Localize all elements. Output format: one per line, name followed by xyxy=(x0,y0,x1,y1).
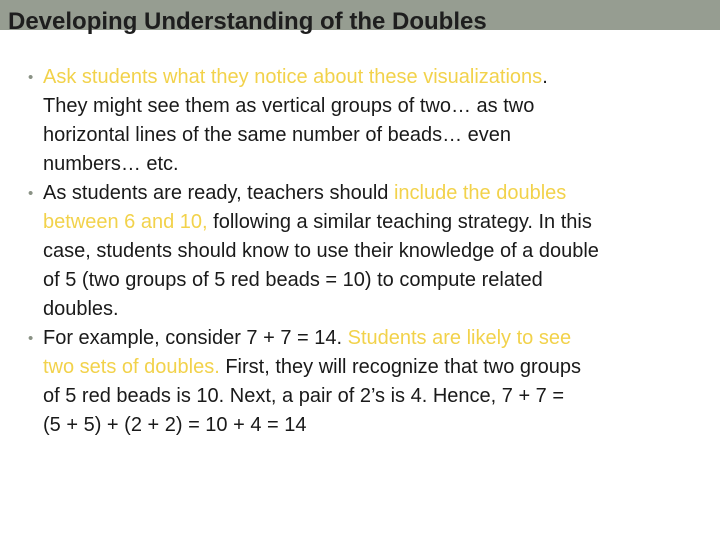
plain-text: . xyxy=(542,66,548,88)
plain-text: First, they will recognize that two groups xyxy=(219,356,582,378)
bullet-2-line-3: case, students should know to use their knowledge of a double xyxy=(43,240,599,262)
slide-body xyxy=(28,63,708,440)
highlight-text: between 6 and 10, xyxy=(43,211,208,233)
bullet-2-line-5: doubles. xyxy=(43,298,119,320)
bullet-2-line-4: of 5 (two groups of 5 red beads = 10) to compute related xyxy=(43,269,543,291)
bullet-1-line-3: horizontal lines of the same number of beads… even xyxy=(43,124,512,146)
bullet-1-line-4: numbers… etc. xyxy=(43,153,179,175)
bullet-item-2 xyxy=(28,179,708,324)
bullet-3-line-1 xyxy=(43,324,708,353)
bullet-dot-icon: • xyxy=(28,330,34,347)
plain-text: following a similar teaching strategy. In this xyxy=(207,211,592,233)
bullet-2-line-2 xyxy=(43,208,708,237)
bullet-2-line-1 xyxy=(43,179,708,208)
bullet-item-1 xyxy=(28,63,708,179)
bullet-3-line-4: (5 + 5) + (2 + 2) = 10 + 4 = 14 xyxy=(43,414,307,436)
bullet-1-line-1 xyxy=(43,63,708,92)
bullet-3-line-3: of 5 red beads is 10. Next, a pair of 2’s is 4. Hence, 7 + 7 = xyxy=(43,385,565,407)
bullet-3-line-2 xyxy=(43,353,708,382)
plain-text: For example, consider 7 + 7 = 14. xyxy=(43,327,348,349)
bullet-1-line-2: They might see them as vertical groups of two… as two xyxy=(43,95,535,117)
highlight-text: Students are likely to see xyxy=(347,327,572,349)
bullet-item-3 xyxy=(28,324,708,440)
plain-text: As students are ready, teachers should xyxy=(43,182,394,204)
slide-title: Developing Understanding of the Doubles xyxy=(8,8,487,35)
highlight-text: two sets of doubles. xyxy=(43,356,220,378)
bullet-dot-icon: • xyxy=(28,185,34,202)
highlight-text: Ask students what they notice about these visualizations xyxy=(43,66,543,88)
highlight-text: include the doubles xyxy=(393,182,567,204)
bullet-dot-icon: • xyxy=(28,69,34,86)
